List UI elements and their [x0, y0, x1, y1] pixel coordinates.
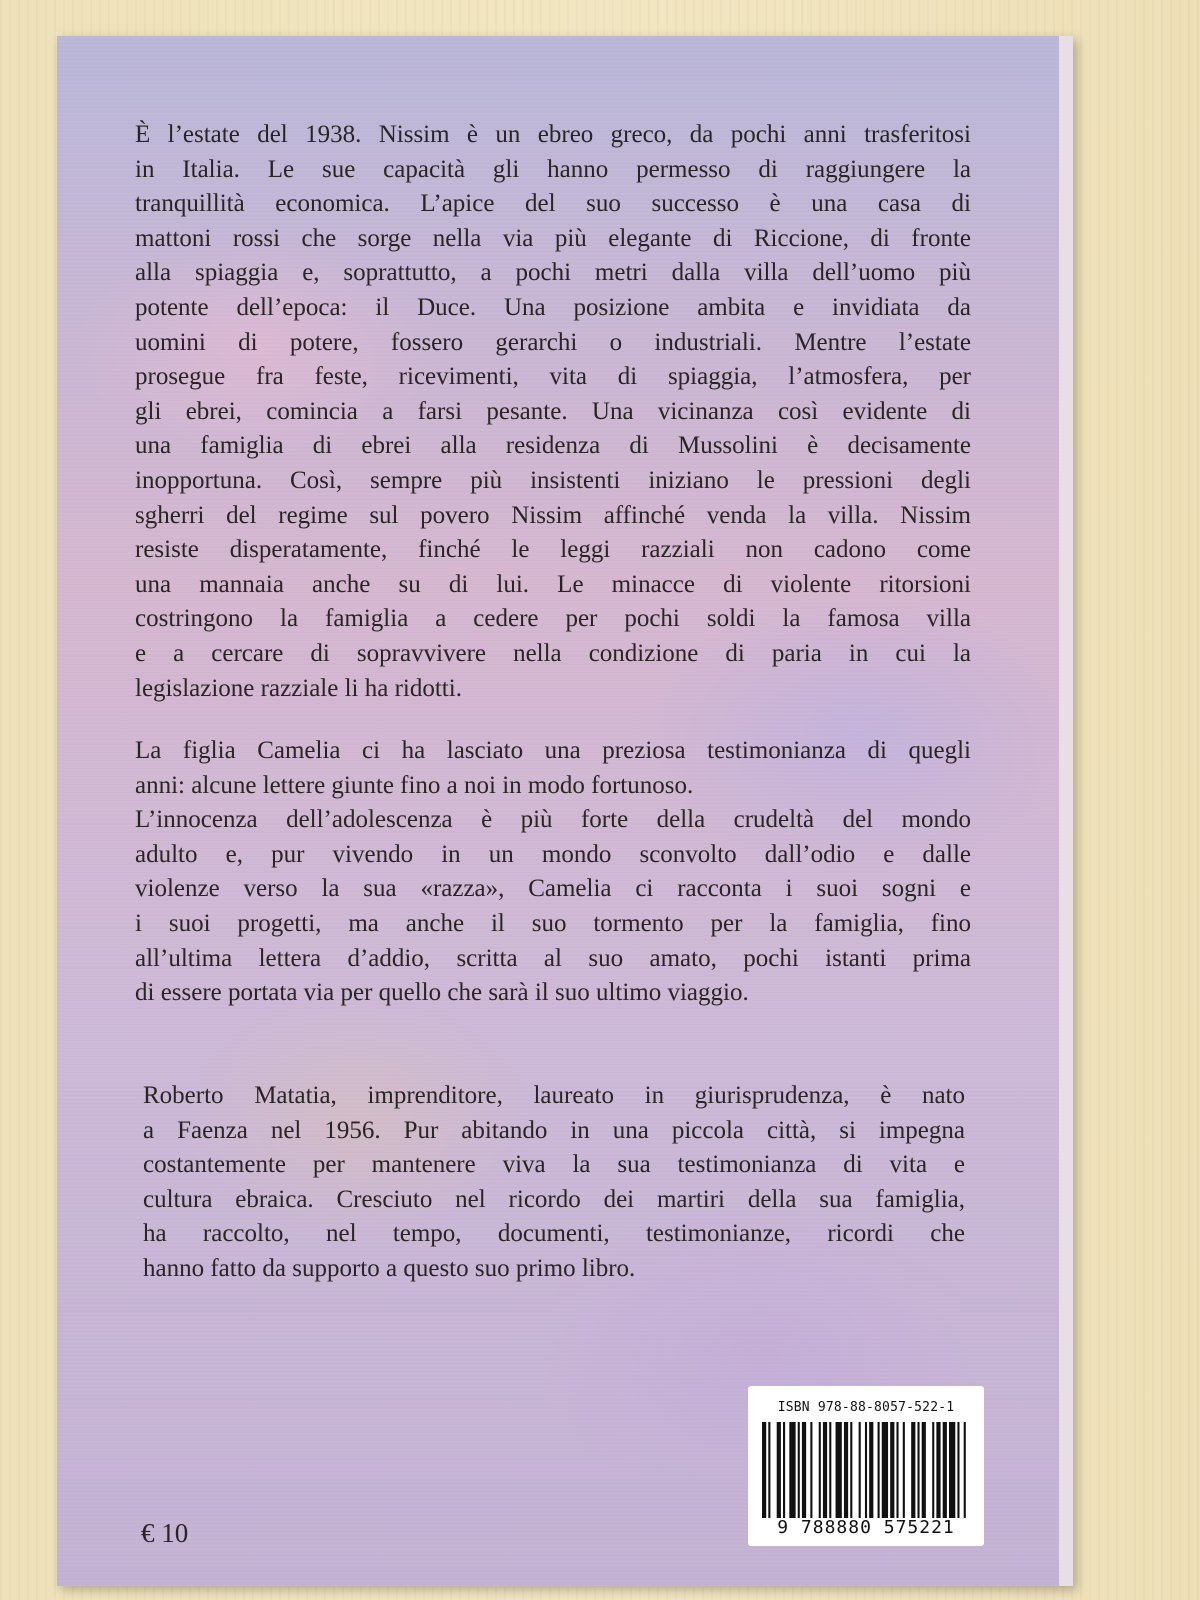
text-line: costringono la famiglia a cedere per pochi soldi la famosa villa — [135, 605, 971, 633]
text-line: uomini di potere, fossero gerarchi o industriali. Mentre l’estate — [135, 328, 971, 356]
barcode-digits: 9 788880 575221 — [777, 1517, 955, 1538]
isbn-text: ISBN 978-88-8057-522-1 — [777, 1400, 955, 1415]
text-line: cultura ebraica. Cresciuto nel ricordo dei martiri della sua famiglia, — [143, 1185, 965, 1213]
barcode-icon — [762, 1422, 970, 1518]
camelia-paragraph — [135, 734, 971, 1011]
text-line: di essere portata via per quello che sarà il suo ultimo viaggio. — [135, 979, 749, 1007]
synopsis-paragraph — [135, 118, 971, 706]
text-line: La figlia Camelia ci ha lasciato una preziosa testimonianza di quegli — [135, 737, 971, 764]
text-line: inopportuna. Così, sempre più insistenti iniziano le pressioni degli — [135, 466, 971, 494]
price-label: € 10 — [141, 1518, 189, 1548]
text-line: una famiglia di ebrei alla residenza di Mussolini è decisamente — [135, 432, 971, 460]
text-line: hanno fatto da supporto a questo suo primo libro. — [143, 1254, 636, 1282]
text-line: mattoni rossi che sorge nella via più elegante di Riccione, di fronte — [135, 224, 971, 252]
text-line: anni: alcune lettere giunte fino a noi in modo fortunoso. — [135, 771, 694, 799]
text-line: sgherri del regime sul povero Nissim affinché venda la villa. Nissim — [135, 501, 971, 529]
text-line: a Faenza nel 1956. Pur abitando in una piccola città, si impegna — [143, 1116, 965, 1144]
text-line: alla spiaggia e, soprattutto, a pochi metri dalla villa dell’uomo più — [135, 259, 971, 287]
text-line: all’ultima lettera d’addio, scritta al suo amato, pochi istanti prima — [135, 944, 971, 972]
text-line: prosegue fra feste, ricevimenti, vita di spiaggia, l’atmosfera, per — [135, 363, 971, 391]
text-line: adulto e, pur vivendo in un mondo sconvolto dall’odio e dalle — [135, 840, 971, 868]
barcode-label — [748, 1386, 984, 1546]
text-line: violenze verso la sua «razza», Camelia ci racconta i suoi sogni e — [135, 875, 971, 903]
text-line: potente dell’epoca: il Duce. Una posizione ambita e invidiata da — [135, 293, 971, 321]
text-line: ha raccolto, nel tempo, documenti, testimonianze, ricordi che — [143, 1220, 965, 1248]
text-line: costantemente per mantenere viva la sua testimonianza di vita e — [143, 1151, 965, 1179]
text-line: in Italia. Le sue capacità gli hanno permesso di raggiungere la — [135, 155, 971, 183]
text-line: Roberto Matatia, imprenditore, laureato in giurisprudenza, è nato — [143, 1082, 965, 1109]
text-line: resiste disperatamente, finché le leggi razziali non cadono come — [135, 536, 971, 564]
text-line: gli ebrei, comincia a farsi pesante. Una vicinanza così evidente di — [135, 397, 971, 425]
text-line: legislazione razziale li ha ridotti. — [135, 674, 462, 702]
text-line: L’innocenza dell’adolescenza è più forte della crudeltà del mondo — [135, 806, 971, 834]
text-line: È l’estate del 1938. Nissim è un ebreo greco, da pochi anni trasferitosi — [135, 121, 971, 148]
text-line: una mannaia anche su di lui. Le minacce di violente ritorsioni — [135, 570, 971, 598]
text-line: e a cercare di sopravvivere nella condizione di paria in cui la — [135, 639, 971, 667]
book-back-cover — [57, 36, 1073, 1586]
text-line: tranquillità economica. L’apice del suo successo è una casa di — [135, 190, 971, 218]
text-line: i suoi progetti, ma anche il suo tormento per la famiglia, fino — [135, 909, 971, 937]
author-bio-paragraph — [143, 1079, 965, 1287]
